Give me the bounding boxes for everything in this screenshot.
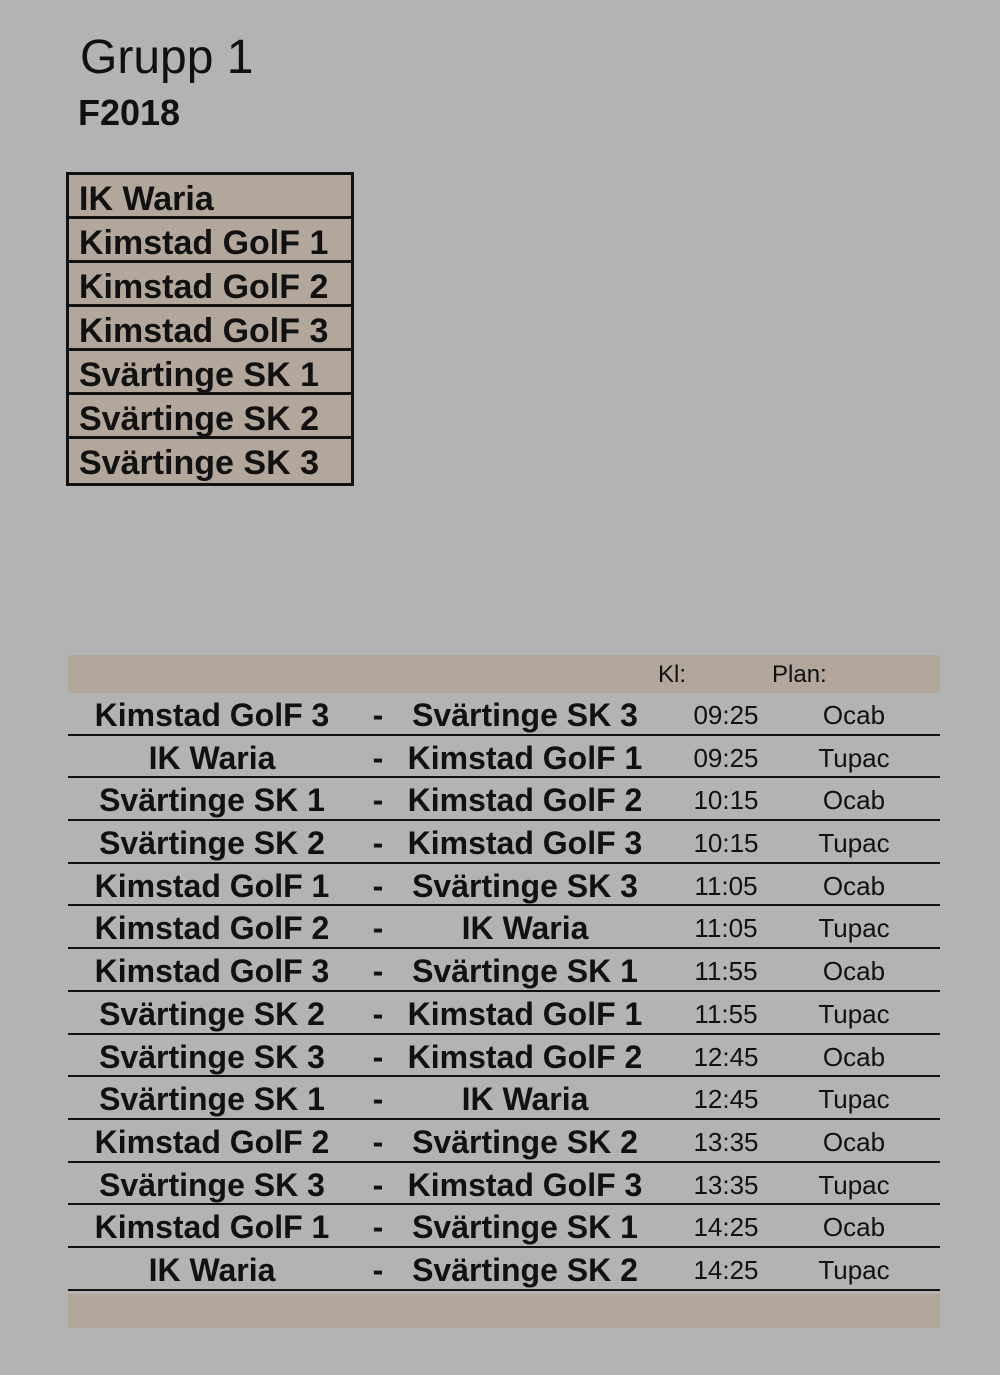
match-field: Ocab [822,870,886,901]
match-separator: - [372,1209,384,1246]
match-separator: - [372,1123,384,1160]
match-separator: - [372,910,384,947]
home-team: Kimstad GolF 3 [94,953,330,990]
home-team: Kimstad GolF 1 [94,867,330,904]
match-separator: - [372,1038,384,1075]
away-team: Svärtinge SK 2 [412,1123,638,1160]
team-list-item: Svärtinge SK 1 [69,351,351,395]
match-separator: - [372,1166,384,1203]
match-row [68,949,940,992]
match-schedule [68,655,940,1328]
home-team: Svärtinge SK 3 [99,1166,325,1203]
away-team: Svärtinge SK 3 [412,867,638,904]
team-list-item: Kimstad GolF 2 [69,263,351,307]
match-row [68,864,940,907]
home-team: Kimstad GolF 2 [94,1123,330,1160]
match-time: 12:45 [693,1084,759,1115]
match-field: Ocab [822,700,886,730]
time-column-header: Kl: [658,661,687,688]
match-time: 11:05 [694,913,758,944]
home-team: Svärtinge SK 2 [99,995,325,1032]
match-row [68,1163,940,1206]
match-separator: - [372,1081,384,1118]
match-time: 10:15 [693,785,759,816]
match-separator: - [372,697,384,733]
match-row [68,1077,940,1120]
schedule-rows [68,693,940,1291]
match-row [68,1120,940,1163]
match-separator: - [372,995,384,1032]
home-team: IK Waria [148,1251,276,1288]
team-list-item: Svärtinge SK 3 [79,444,319,482]
match-row [68,992,940,1035]
schedule-header [68,655,940,693]
match-time: 11:55 [694,956,758,987]
match-separator: - [372,825,384,862]
match-separator: - [372,867,384,904]
match-field: Ocab [822,1212,886,1243]
home-team: IK Waria [148,739,276,776]
match-field: Tupac [818,1169,890,1200]
away-team: Kimstad GolF 3 [407,1166,643,1203]
match-field: Tupac [818,1084,890,1115]
away-team: Svärtinge SK 1 [412,953,638,990]
match-time: 09:25 [693,700,759,730]
match-row [68,736,940,779]
away-team: Svärtinge SK 3 [412,697,638,733]
away-team: Kimstad GolF 1 [407,739,643,776]
away-team: Svärtinge SK 1 [412,1209,638,1246]
match-row [68,1035,940,1078]
match-row [68,1205,940,1248]
home-team: Svärtinge SK 2 [99,825,325,862]
match-separator: - [372,739,384,776]
match-field: Tupac [818,998,890,1029]
page-title: Grupp 1 [80,31,254,84]
away-team: Kimstad GolF 2 [407,1038,643,1075]
home-team: Svärtinge SK 3 [99,1038,325,1075]
away-team: Kimstad GolF 3 [407,825,643,862]
away-team: Svärtinge SK 2 [412,1251,638,1288]
match-field: Tupac [818,742,890,773]
home-team: Svärtinge SK 1 [99,1081,325,1118]
away-team: IK Waria [461,1081,589,1118]
match-time: 12:45 [693,1041,759,1072]
schedule-footer [68,1294,940,1328]
away-team: Kimstad GolF 1 [407,995,643,1032]
match-separator: - [372,1251,384,1288]
match-separator: - [372,953,384,990]
home-team: Kimstad GolF 1 [94,1209,330,1246]
match-field: Ocab [822,1041,886,1072]
home-team: Svärtinge SK 1 [99,782,325,819]
match-row [68,1248,940,1291]
match-field: Tupac [818,1254,890,1285]
match-field: Ocab [822,956,886,987]
team-list-item: IK Waria [69,175,351,219]
match-time: 13:35 [693,1169,759,1200]
match-time: 11:05 [694,870,758,901]
team-list-item: Kimstad GolF 1 [69,219,351,263]
match-time: 09:25 [693,742,759,773]
home-team: Kimstad GolF 3 [94,697,330,733]
match-field: Tupac [818,828,890,859]
field-column-header: Plan: [772,661,827,688]
away-team: IK Waria [461,910,589,947]
team-list [66,172,354,486]
away-team: Kimstad GolF 2 [407,782,643,819]
match-time: 14:25 [693,1254,759,1285]
match-row [68,906,940,949]
match-field: Ocab [822,785,886,816]
match-separator: - [372,782,384,819]
match-time: 14:25 [693,1212,759,1243]
match-field: Tupac [818,913,890,944]
home-team: Kimstad GolF 2 [94,910,330,947]
match-row [68,693,940,736]
match-field: Ocab [822,1126,886,1157]
page-subtitle: F2018 [78,92,181,133]
match-time: 11:55 [694,998,758,1029]
team-list-item: Svärtinge SK 2 [69,395,351,439]
match-row [68,778,940,821]
match-time: 10:15 [693,828,759,859]
match-row [68,821,940,864]
match-time: 13:35 [693,1126,759,1157]
team-list-item: Kimstad GolF 3 [69,307,351,351]
